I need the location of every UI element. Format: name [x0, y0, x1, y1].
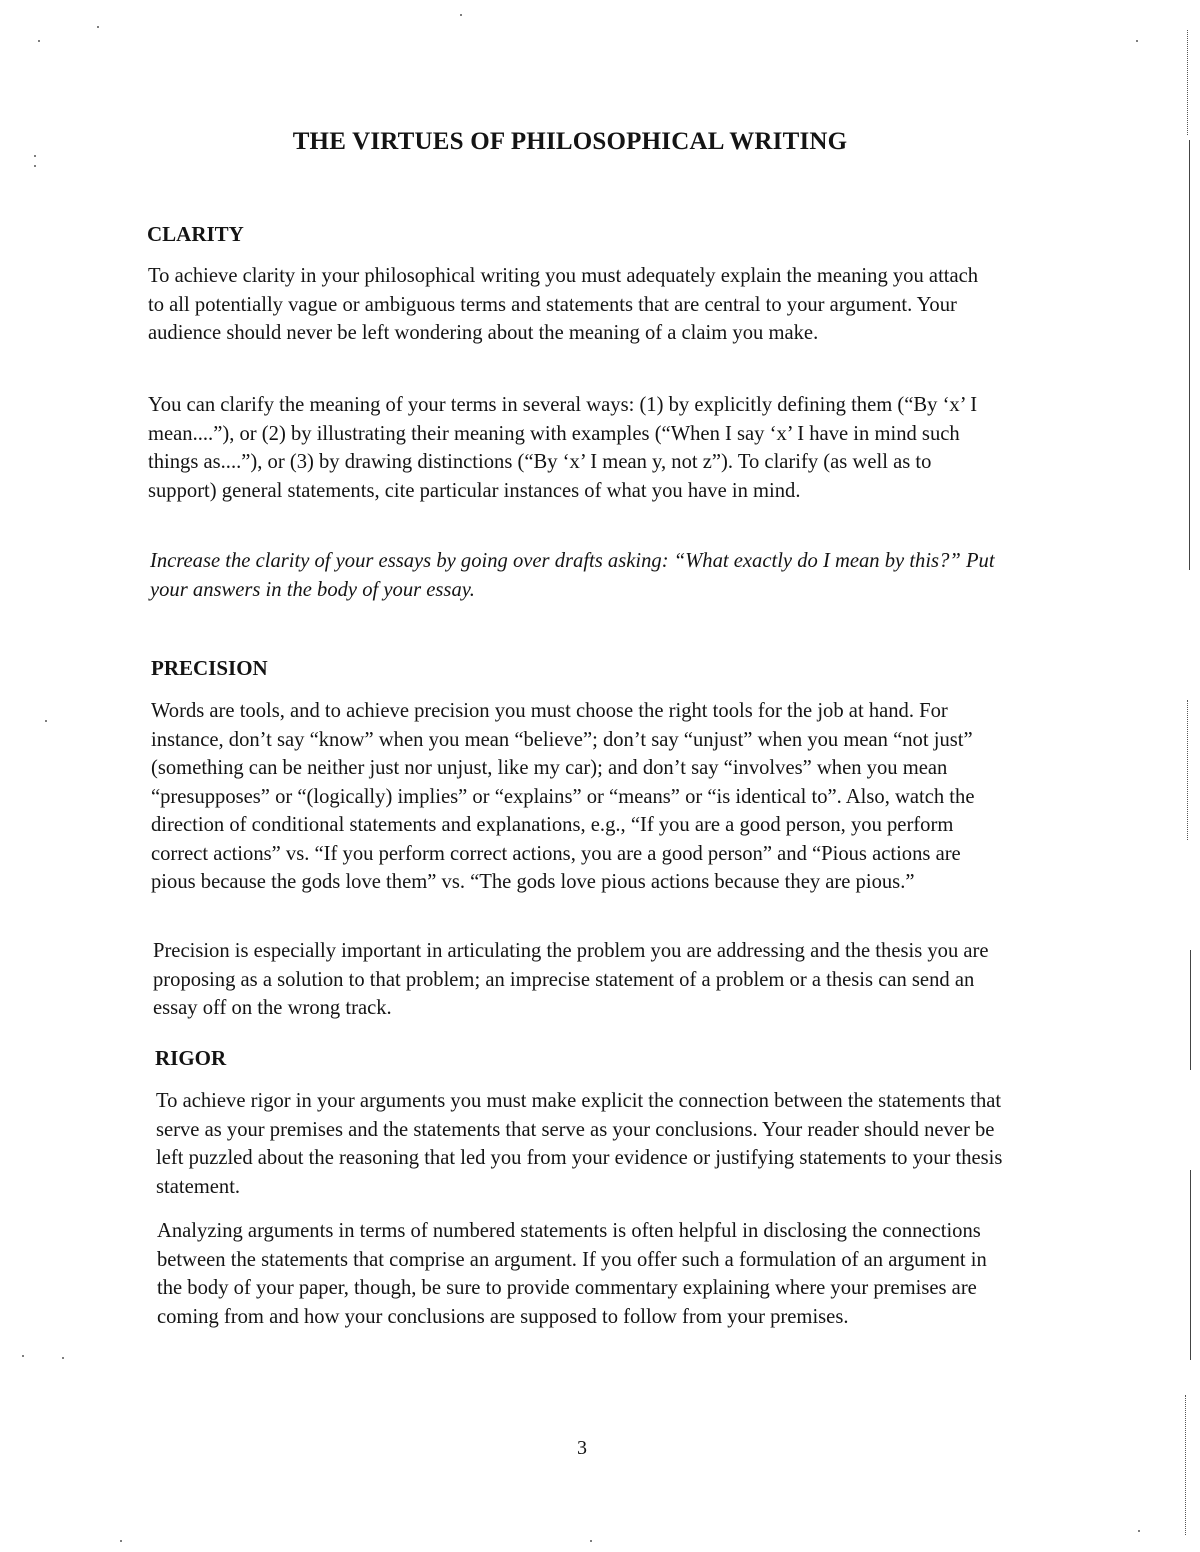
- clarity-paragraph-1: To achieve clarity in your philosophical writing you must adequately explain the meaning you attach to all potentially vague or ambiguous terms and statements that are central to your argument. Your audience should never be left wondering about the meaning of a claim you make.: [148, 265, 979, 344]
- clarity-paragraph-3: Increase the clarity of your essays by going over drafts asking: “What exactly do I mean by this?” Put your answers in the body of your essay.: [150, 550, 995, 601]
- section-heading-clarity: CLARITY: [147, 222, 244, 246]
- scan-edge-mark: [1185, 1395, 1186, 1535]
- section-heading-rigor: RIGOR: [155, 1046, 227, 1070]
- scan-speck: [34, 155, 36, 157]
- scan-speck: [1136, 40, 1138, 42]
- scan-speck: [120, 1540, 122, 1542]
- scan-speck: [590, 1540, 592, 1542]
- scan-speck: [22, 1355, 24, 1357]
- scan-edge-mark: [1187, 30, 1188, 135]
- rigor-paragraph-2: Analyzing arguments in terms of numbered statements is often helpful in disclosing the connections between the statements that comprise an argument. If you offer such a formulation of an argument in the body of your paper, though, be sure to provide commentary explaining where your premises are coming from and how your conclusions are supposed to follow from your premises.: [157, 1220, 987, 1328]
- precision-paragraph-2: Precision is especially important in articulating the problem you are addressing and the thesis you are proposing as a solution to that problem; an imprecise statement of a problem or a thesis can send an essay off on the wrong track.: [153, 940, 989, 1019]
- page-number: 3: [577, 1437, 587, 1459]
- scan-edge-mark: [1190, 1170, 1191, 1360]
- scan-speck: [460, 14, 462, 16]
- scan-edge-mark: [1189, 140, 1190, 570]
- precision-paragraph-1: Words are tools, and to achieve precision you must choose the right tools for the job at hand. For instance, don’t say “know” when you mean “believe”; don’t say “unjust” when you mean “not just” (something can be neither just nor unjust, like my car); and don’t say “involves” when you mean “presupposes” or “(logically) implies” or “explains” or “means” or “is identical to”. Also, watch the direction of conditional statements and explanations, e.g., “If you are a good person, you perform correct actions” vs. “If you perform correct actions, you are a good person” and “Pious actions are pious because the gods love them” vs. “The gods love pious actions because they are pious.”: [151, 700, 975, 893]
- scan-edge-mark: [1187, 700, 1188, 840]
- scan-speck: [62, 1357, 64, 1359]
- clarity-paragraph-2: You can clarify the meaning of your terms in several ways: (1) by explicitly defining them (“By ‘x’ I mean....”), or (2) by illustrating their meaning with examples (“When I say ‘x’ I have in mind such things as....”), or (3) by drawing distinctions (“By ‘x’ I mean y, not z”). To clarify (as well as to support) general statements, cite particular instances of what you have in mind.: [148, 394, 978, 502]
- scan-edge-mark: [1190, 950, 1191, 1070]
- scan-speck: [97, 26, 99, 28]
- rigor-paragraph-1: To achieve rigor in your arguments you must make explicit the connection between the statements that serve as your premises and the statements that serve as your conclusions. Your reader should never be left puzzled about the reasoning that led you from your evidence or justifying statements to your thesis statement.: [156, 1090, 1003, 1198]
- scan-speck: [45, 720, 47, 722]
- scan-speck: [1138, 1530, 1140, 1532]
- document-title: THE VIRTUES OF PHILOSOPHICAL WRITING: [292, 128, 848, 155]
- scan-speck: [34, 165, 36, 167]
- scan-speck: [38, 40, 40, 42]
- section-heading-precision: PRECISION: [151, 656, 268, 680]
